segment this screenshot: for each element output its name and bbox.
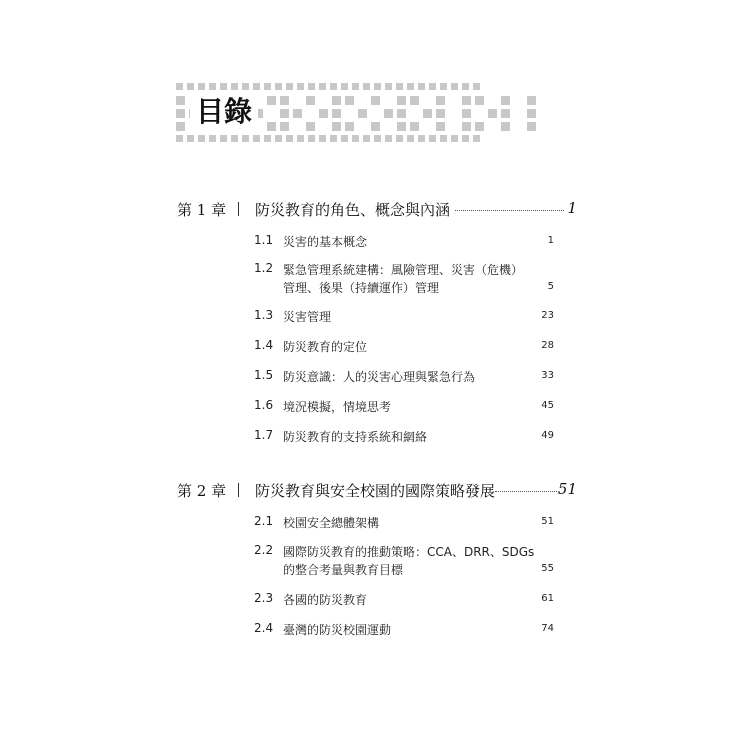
decoration-square <box>436 96 445 105</box>
decoration-square <box>475 122 484 131</box>
toc-entry[interactable] <box>254 233 554 251</box>
decoration-square <box>488 96 497 105</box>
section-title: 各國的防災教育 <box>283 593 368 607</box>
decoration-square <box>286 135 293 142</box>
decoration-square <box>332 109 341 118</box>
decoration-square <box>345 122 354 131</box>
section-number: 1.6 <box>254 398 274 412</box>
decoration-square <box>407 83 414 90</box>
decoration-square <box>330 135 337 142</box>
toc-entry[interactable] <box>254 591 554 609</box>
toc-entry[interactable] <box>254 398 554 416</box>
page-title: 目錄 <box>190 92 258 132</box>
decoration-square <box>449 109 458 118</box>
section-title-line: 國際防災教育的推動策略：CCA、DRR、SDGs <box>283 545 535 559</box>
chapter-divider <box>238 483 239 497</box>
decoration-square <box>319 96 328 105</box>
decoration-square <box>451 135 458 142</box>
decoration-square <box>242 135 249 142</box>
decoration-square <box>319 122 328 131</box>
decoration-square <box>176 96 185 105</box>
chapter-number: 第 2 章 <box>177 482 227 500</box>
decoration-square <box>423 96 432 105</box>
decoration-square <box>264 83 271 90</box>
toc-entry[interactable] <box>254 308 554 326</box>
chapter-title: 防災教育與安全校園的國際策略發展 <box>255 482 496 500</box>
section-number: 1.4 <box>254 338 274 352</box>
decoration-square <box>280 122 289 131</box>
toc-entry[interactable] <box>254 261 554 297</box>
decoration-square <box>319 83 326 90</box>
section-number: 1.3 <box>254 308 274 322</box>
toc-entry[interactable] <box>254 428 554 446</box>
section-number: 2.4 <box>254 621 274 635</box>
decoration-square <box>286 83 293 90</box>
decoration-square <box>488 109 497 118</box>
decoration-square <box>187 135 194 142</box>
section-number: 1.2 <box>254 261 274 275</box>
decoration-square <box>306 109 315 118</box>
section-number: 2.1 <box>254 514 274 528</box>
decoration-square <box>475 96 484 105</box>
chapter-heading[interactable] <box>177 199 577 223</box>
section-page: 45 <box>541 400 554 411</box>
decoration-square <box>332 96 341 105</box>
decoration-square <box>253 135 260 142</box>
decoration-square <box>514 96 523 105</box>
decoration-square <box>410 122 419 131</box>
section-page: 28 <box>541 340 554 351</box>
section-page: 49 <box>541 430 554 441</box>
chapter-page: 1 <box>567 199 577 217</box>
decoration-square <box>330 83 337 90</box>
decoration-square <box>352 83 359 90</box>
decoration-square <box>396 83 403 90</box>
section-number: 1.1 <box>254 233 274 247</box>
decoration-square <box>423 109 432 118</box>
section-title: 災害管理 <box>283 310 332 324</box>
decoration-square <box>187 83 194 90</box>
decoration-square <box>308 135 315 142</box>
decoration-square <box>449 96 458 105</box>
decoration-square <box>297 135 304 142</box>
chapter-number: 第 1 章 <box>177 201 227 219</box>
decoration-square <box>242 83 249 90</box>
section-title: 臺灣的防災校園運動 <box>283 623 392 637</box>
toc-entry[interactable] <box>254 514 554 532</box>
section-number: 2.2 <box>254 543 274 557</box>
section-page: 51 <box>541 516 554 527</box>
chapter-divider <box>238 202 239 216</box>
decoration-square <box>429 135 436 142</box>
section-title-line: 緊急管理系統建構：風險管理、災害（危機） <box>283 263 524 277</box>
decoration-square <box>231 83 238 90</box>
decoration-square <box>462 135 469 142</box>
decoration-square <box>308 83 315 90</box>
section-number: 2.3 <box>254 591 274 605</box>
decoration-square <box>231 135 238 142</box>
decoration-square <box>341 83 348 90</box>
decoration-square <box>423 122 432 131</box>
section-number: 1.7 <box>254 428 274 442</box>
chapter-heading[interactable] <box>177 480 577 504</box>
decoration-square <box>253 83 260 90</box>
section-page: 23 <box>541 310 554 321</box>
section-page: 61 <box>541 593 554 604</box>
decoration-square <box>345 109 354 118</box>
decoration-square <box>384 109 393 118</box>
decoration-square <box>514 122 523 131</box>
decoration-square <box>384 122 393 131</box>
decoration-square <box>418 135 425 142</box>
decoration-square <box>371 109 380 118</box>
decoration-square <box>407 135 414 142</box>
decoration-square <box>396 135 403 142</box>
decoration-square <box>374 135 381 142</box>
decoration-square <box>473 83 480 90</box>
decoration-row <box>176 83 480 90</box>
decoration-square <box>462 122 471 131</box>
decoration-square <box>385 83 392 90</box>
decoration-square <box>306 96 315 105</box>
decoration-square <box>332 122 341 131</box>
dot-leader <box>455 210 564 211</box>
section-title: 境況模擬，情境思考 <box>283 400 392 414</box>
section-title: 災害的基本概念 <box>283 235 368 249</box>
decoration-row <box>176 135 480 142</box>
decoration-square <box>451 83 458 90</box>
section-title: 防災教育的支持系統和網絡 <box>283 430 428 444</box>
decoration-square <box>341 135 348 142</box>
decoration-square <box>501 109 510 118</box>
decoration-square <box>293 96 302 105</box>
decoration-square <box>501 122 510 131</box>
decoration-square <box>514 109 523 118</box>
decoration-square <box>371 122 380 131</box>
section-page: 1 <box>547 235 554 246</box>
decoration-square <box>501 96 510 105</box>
decoration-square <box>397 109 406 118</box>
decoration-square <box>527 122 536 131</box>
decoration-square <box>280 109 289 118</box>
decoration-square <box>397 96 406 105</box>
section-title-line: 的整合考量與教育目標 <box>283 563 404 577</box>
decoration-square <box>293 122 302 131</box>
section-page: 33 <box>541 370 554 381</box>
decoration-square <box>275 135 282 142</box>
decoration-square <box>319 135 326 142</box>
toc-entry[interactable] <box>254 543 554 579</box>
decoration-square <box>209 83 216 90</box>
decoration-square <box>267 96 276 105</box>
decoration-square <box>198 83 205 90</box>
decoration-square <box>319 109 328 118</box>
decoration-square <box>363 135 370 142</box>
decoration-square <box>410 96 419 105</box>
decoration-square <box>345 96 354 105</box>
decoration-square <box>462 96 471 105</box>
section-number: 1.5 <box>254 368 274 382</box>
decoration-square <box>363 83 370 90</box>
decoration-square <box>397 122 406 131</box>
decoration-square <box>385 135 392 142</box>
section-page: 74 <box>541 623 554 634</box>
section-title-line: 管理、後果（持續運作）管理 <box>283 281 440 295</box>
decoration-square <box>527 109 536 118</box>
decoration-square <box>440 83 447 90</box>
decoration-square <box>473 135 480 142</box>
decoration-square <box>488 122 497 131</box>
decoration-square <box>264 135 271 142</box>
decoration-square <box>220 83 227 90</box>
decoration-square <box>410 109 419 118</box>
decoration-square <box>449 122 458 131</box>
decoration-square <box>358 122 367 131</box>
decoration-square <box>374 83 381 90</box>
decoration-square <box>440 135 447 142</box>
section-page: 55 <box>541 563 554 574</box>
decoration-square <box>418 83 425 90</box>
decoration-square <box>267 122 276 131</box>
decoration-square <box>176 83 183 90</box>
decoration-square <box>358 109 367 118</box>
decoration-square <box>436 109 445 118</box>
decoration-square <box>220 135 227 142</box>
decoration-square <box>297 83 304 90</box>
decoration-square <box>358 96 367 105</box>
decoration-square <box>429 83 436 90</box>
decoration-square <box>176 135 183 142</box>
chapter-page: 51 <box>557 480 577 498</box>
decoration-square <box>198 135 205 142</box>
section-title: 防災教育的定位 <box>283 340 368 354</box>
decoration-square <box>293 109 302 118</box>
decoration-square <box>462 109 471 118</box>
decoration-square <box>352 135 359 142</box>
decoration-square <box>280 96 289 105</box>
decoration-square <box>176 122 185 131</box>
dot-leader <box>495 491 557 492</box>
decoration-square <box>306 122 315 131</box>
decoration-square <box>371 96 380 105</box>
section-title: 校園安全總體架構 <box>283 516 380 530</box>
toc-entry[interactable] <box>254 621 554 639</box>
decoration-square <box>527 96 536 105</box>
toc-entry[interactable] <box>254 368 554 386</box>
decoration-square <box>436 122 445 131</box>
decoration-square <box>275 83 282 90</box>
decoration-square <box>176 109 185 118</box>
decoration-square <box>475 109 484 118</box>
decoration-square <box>267 109 276 118</box>
section-title: 防災意識：人的災害心理與緊急行為 <box>283 370 476 384</box>
section-page: 5 <box>547 281 554 292</box>
chapter-title: 防災教育的角色、概念與內涵 <box>255 201 451 219</box>
decoration-square <box>209 135 216 142</box>
decoration-square <box>462 83 469 90</box>
toc-entry[interactable] <box>254 338 554 356</box>
decoration-square <box>384 96 393 105</box>
